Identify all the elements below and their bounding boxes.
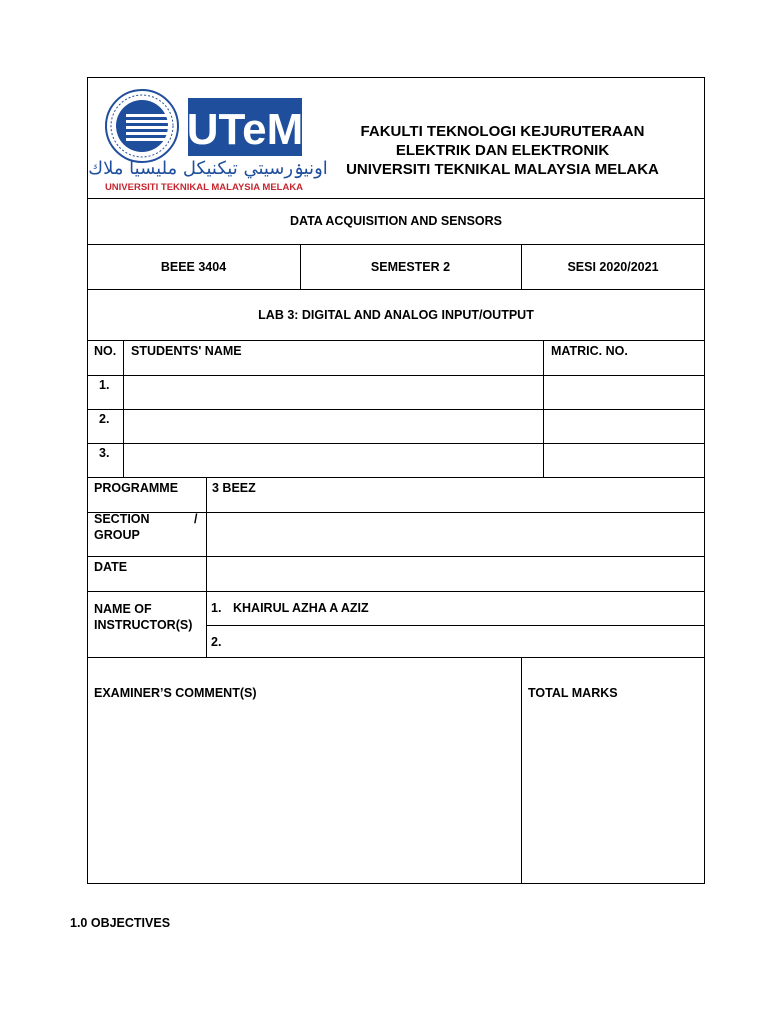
group-label: GROUP bbox=[94, 528, 140, 542]
programme-value[interactable]: 3 BEEZ bbox=[212, 481, 256, 495]
instructor-1-number: 1. bbox=[211, 601, 222, 615]
student-name-field[interactable] bbox=[124, 410, 543, 443]
instructor-2-number: 2. bbox=[211, 635, 222, 649]
svg-text:UTeM: UTeM bbox=[186, 105, 304, 154]
examiners-comment-label: EXAMINER’S COMMENT(S) bbox=[94, 686, 257, 700]
date-field[interactable] bbox=[207, 557, 705, 591]
student-matric-field[interactable] bbox=[544, 410, 705, 443]
instructor-label-line-2: INSTRUCTOR(S) bbox=[94, 618, 193, 632]
svg-text:UNIVERSITI TEKNIKAL MALAYSIA M: UNIVERSITI TEKNIKAL MALAYSIA MELAKA bbox=[104, 182, 304, 193]
course-semester: SEMESTER 2 bbox=[370, 259, 451, 274]
course-code: BEEE 3404 bbox=[160, 259, 227, 274]
total-marks-box[interactable] bbox=[522, 705, 704, 883]
student-matric-field[interactable] bbox=[544, 444, 705, 477]
faculty-line-1: FAKULTI TEKNOLOGI KEJURUTERAAN bbox=[360, 123, 645, 140]
total-marks-label: TOTAL MARKS bbox=[528, 686, 618, 700]
header-students-name: STUDENTS' NAME bbox=[131, 344, 242, 358]
divider-line bbox=[87, 477, 705, 478]
divider-line bbox=[87, 591, 705, 592]
examiners-comment-box[interactable] bbox=[88, 705, 520, 883]
svg-text:اونيۏرسيتي تيكنيكل مليسيا ملاك: اونيۏرسيتي تيكنيكل مليسيا ملاك bbox=[88, 158, 328, 179]
student-name-field[interactable] bbox=[124, 376, 543, 409]
student-name-field[interactable] bbox=[124, 444, 543, 477]
faculty-line-3: UNIVERSITI TEKNIKAL MALAYSIA MELAKA bbox=[346, 161, 659, 178]
section-slash: / bbox=[194, 512, 198, 526]
student-row-no: 2. bbox=[99, 412, 110, 426]
objectives-heading: 1.0 OBJECTIVES bbox=[70, 916, 171, 930]
student-matric-field[interactable] bbox=[544, 376, 705, 409]
course-title: DATA ACQUISITION AND SENSORS bbox=[289, 214, 503, 228]
student-row-no: 3. bbox=[99, 446, 110, 460]
divider-line bbox=[87, 340, 705, 341]
header-no: NO. bbox=[94, 344, 117, 358]
divider-line bbox=[206, 625, 705, 626]
programme-label: PROGRAMME bbox=[94, 481, 179, 495]
student-row-no: 1. bbox=[99, 378, 110, 392]
instructor-1-name[interactable]: KHAIRUL AZHA A AZIZ bbox=[233, 601, 369, 615]
section-group-field[interactable] bbox=[207, 513, 705, 556]
header-matric-no: MATRIC. NO. bbox=[551, 344, 628, 358]
lab-title: LAB 3: DIGITAL AND ANALOG INPUT/OUTPUT bbox=[258, 307, 534, 322]
instructor-label-line-1: NAME OF bbox=[94, 602, 152, 616]
date-label: DATE bbox=[94, 560, 128, 574]
section-label: SECTION bbox=[94, 512, 150, 526]
faculty-line-2: ELEKTRIK DAN ELEKTRONIK bbox=[395, 142, 610, 159]
course-session: SESI 2020/2021 bbox=[567, 259, 659, 274]
divider-line bbox=[87, 657, 705, 658]
